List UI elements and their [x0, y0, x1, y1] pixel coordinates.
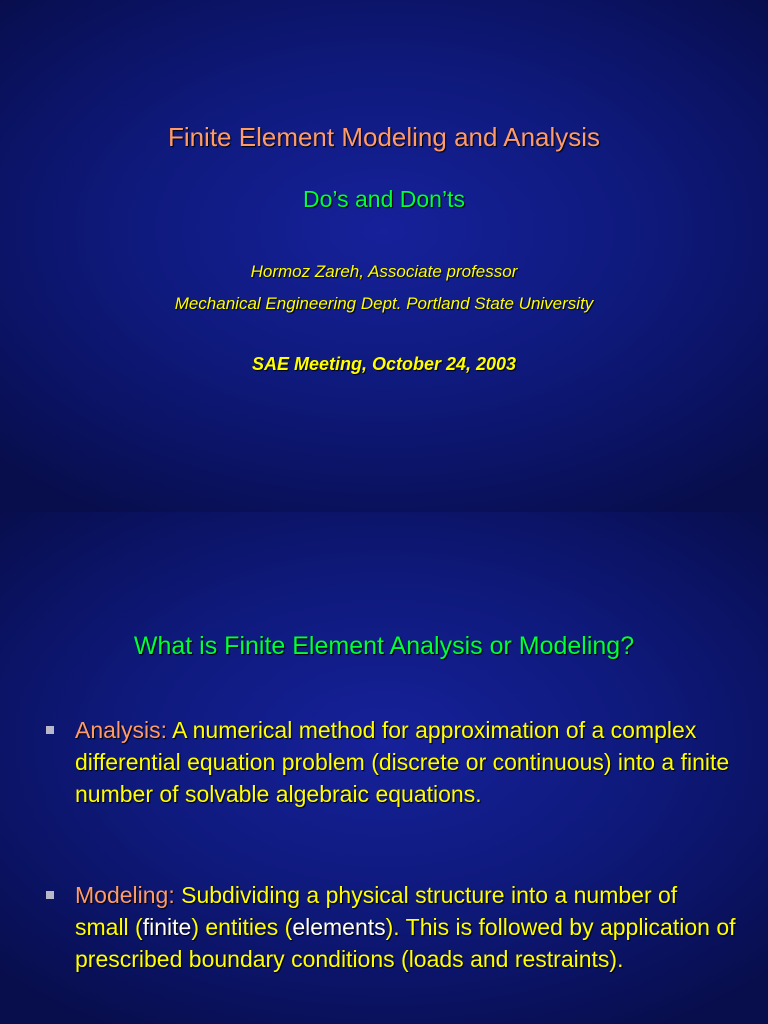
square-bullet-icon	[46, 726, 54, 734]
bullet-text	[75, 879, 736, 975]
bullet-highlight: elements	[292, 914, 386, 940]
square-bullet-icon	[46, 891, 54, 899]
meeting-line: SAE Meeting, October 24, 2003	[251, 354, 517, 374]
bullet-modeling	[46, 879, 736, 975]
presentation-title: Finite Element Modeling and Analysis	[167, 122, 601, 152]
bullet-highlight: finite	[142, 914, 192, 940]
presentation-subtitle: Do’s and Don’ts	[303, 186, 465, 212]
slide-title: What is Finite Element Analysis or Modeling?	[133, 632, 635, 660]
bullet-text	[75, 714, 736, 810]
bullet-term: Modeling:	[75, 882, 175, 908]
bullet-body-part: Subdividing a physical structure into a number of small (	[75, 882, 678, 940]
bullet-body: A numerical method for approximation of a complex differential equation problem (discrete or continuous) into a finite number of solvable algebraic equations.	[75, 717, 730, 807]
bullet-body-part: ). This is followed by application of prescribed boundary conditions (loads and restraints).	[75, 914, 736, 972]
bullet-analysis	[46, 714, 736, 810]
bullet-term: Analysis:	[75, 717, 168, 743]
author-line: Hormoz Zareh, Associate professor	[250, 262, 518, 281]
department-line: Mechanical Engineering Dept. Portland State University	[174, 294, 594, 313]
bullet-body-part: ) entities (	[191, 914, 293, 940]
content-slide	[0, 512, 768, 1024]
